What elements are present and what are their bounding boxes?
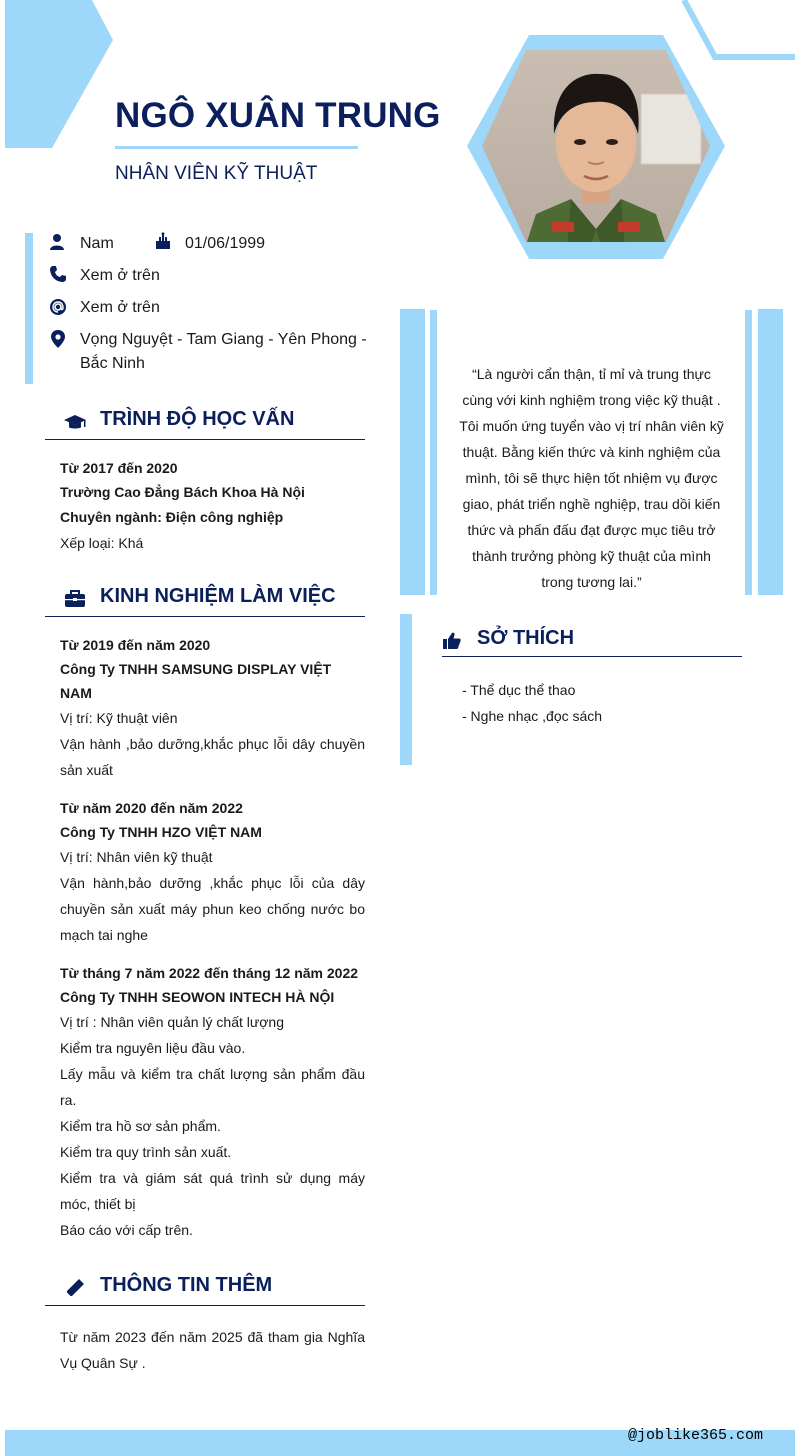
- education-heading: [45, 404, 365, 440]
- job-title: NHÂN VIÊN KỸ THUẬT: [115, 163, 318, 184]
- hobby-item: - Nghe nhạc ,đọc sách: [462, 708, 603, 724]
- job-company: Công Ty TNHH SEOWON INTECH HÀ NỘI: [60, 989, 335, 1005]
- job-period: Từ 2019 đến năm 2020: [60, 637, 211, 653]
- experience-heading: [45, 581, 365, 617]
- gender-value: Nam: [80, 235, 114, 252]
- quote-bar-left-thin: [430, 310, 437, 595]
- objective-quote: “Là người cẩn thận, tỉ mỉ và trung thực cùng với kinh nghiệm trong việc kỹ thuật . Tôi muốn ứng tuyển vào vị trí nhân viên kỹ thuật. Bằng kiến thức và kinh nghiệm của mình, tôi sẽ thực hiện tốt nhiệm vụ được giao, phát triển nghề nghiệp, trau dồi kiến thức và phấn đấu đạt được mục tiêu trở thành trưởng phòng kỹ thuật của mình trong tương lai.”: [459, 366, 724, 590]
- job-line: Lấy mẫu và kiểm tra chất lượng sản phẩm đầu ra.: [60, 1066, 365, 1108]
- candidate-name: NGÔ XUÂN TRUNG: [115, 96, 441, 135]
- job-line: Kiểm tra nguyên liệu đầu vào.: [60, 1040, 246, 1056]
- address-value: Vọng Nguyệt - Tam Giang - Yên Phong - Bắc Ninh: [80, 331, 367, 372]
- name-underline: [115, 146, 358, 149]
- experience-section: [60, 633, 365, 1256]
- job-line: Kiểm tra và giám sát quá trình sử dụng máy móc, thiết bị: [60, 1170, 365, 1212]
- education-section: [60, 456, 365, 556]
- job-period: Từ tháng 7 năm 2022 đến tháng 12 năm 2022: [60, 965, 359, 981]
- email-value: Xem ở trên: [80, 299, 160, 316]
- hobbies-heading: [442, 623, 742, 657]
- education-grade: Xếp loại: Khá: [60, 535, 144, 551]
- additional-info-text: Từ năm 2023 đến năm 2025 đã tham gia Nghĩa Vụ Quân Sự .: [60, 1329, 365, 1371]
- job-line: Kiểm tra hồ sơ sản phẩm.: [60, 1118, 221, 1134]
- thumbs-up-icon: [442, 631, 462, 651]
- job-line: Báo cáo với cấp trên.: [60, 1222, 193, 1238]
- education-school: Trường Cao Đẳng Bách Khoa Hà Nội: [60, 484, 305, 500]
- graduation-cap-icon: [64, 412, 86, 432]
- email-at-icon: [49, 298, 67, 316]
- quote-bar-right-thick: [758, 309, 783, 595]
- job-line: Vị trí: Nhân viên kỹ thuật: [60, 849, 213, 865]
- phone-value: Xem ở trên: [80, 267, 160, 284]
- job-entry: [60, 796, 365, 948]
- job-line: Kiểm tra quy trình sản xuất.: [60, 1144, 232, 1160]
- pencil-icon: [64, 1278, 86, 1298]
- hobbies-list: [462, 677, 602, 729]
- job-line: Vận hành,bảo dưỡng ,khắc phục lỗi của dây chuyền sản xuất máy phun keo chống nước bo mạch tai nghe: [60, 875, 365, 943]
- birthday-cake-icon: [154, 232, 172, 250]
- job-entry: [60, 633, 365, 783]
- hobbies-heading-text: SỞ THÍCH: [477, 627, 575, 649]
- hobbies-accent-bar: [400, 614, 412, 765]
- education-major: Chuyên ngành: Điện công nghiệp: [60, 509, 284, 525]
- job-company: Công Ty TNHH HZO VIỆT NAM: [60, 824, 262, 840]
- job-company: Công Ty TNHH SAMSUNG DISPLAY VIỆT NAM: [60, 661, 332, 701]
- experience-heading-text: KINH NGHIỆM LÀM VIỆC: [100, 585, 336, 607]
- education-heading-text: TRÌNH ĐỘ HỌC VẤN: [100, 408, 295, 430]
- education-period: Từ 2017 đến 2020: [60, 460, 178, 476]
- hobby-item: - Thể dục thể thao: [462, 682, 576, 698]
- job-period: Từ năm 2020 đến năm 2022: [60, 800, 243, 816]
- phone-icon: [49, 265, 67, 283]
- location-pin-icon: [49, 330, 67, 348]
- contact-accent-bar: [25, 233, 33, 384]
- additional-info-heading-text: THÔNG TIN THÊM: [100, 1274, 273, 1296]
- job-line: Vận hành ,bảo dưỡng,khắc phục lỗi dây chuyền sản xuất: [60, 736, 365, 778]
- birthday-value: 01/06/1999: [185, 235, 266, 252]
- quote-bar-right-thin: [745, 310, 752, 595]
- corner-decoration-top-left: [0, 0, 120, 150]
- job-line: Vị trí: Kỹ thuật viên: [60, 710, 178, 726]
- person-icon: [49, 233, 67, 251]
- briefcase-icon: [64, 589, 86, 609]
- avatar: [466, 34, 726, 260]
- job-line: Vị trí : Nhân viên quản lý chất lượng: [60, 1014, 284, 1030]
- quote-bar-left-thick: [400, 309, 425, 595]
- footer-watermark: @joblike365.com: [627, 1427, 763, 1444]
- job-entry: [60, 961, 365, 1243]
- additional-info-heading: [45, 1270, 365, 1306]
